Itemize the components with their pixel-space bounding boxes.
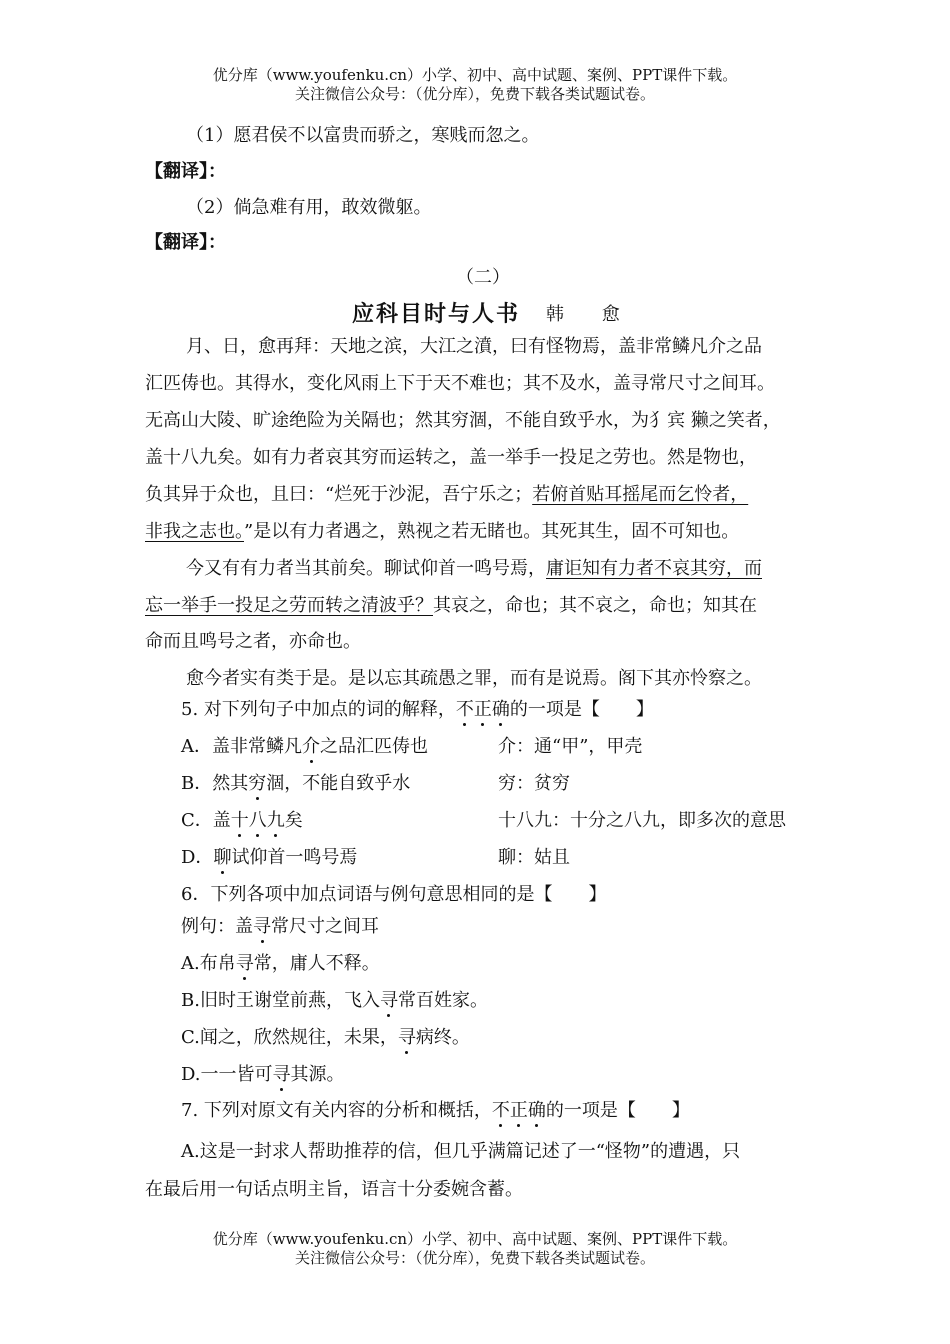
option-text: A．盖非常鳞凡 <box>181 736 302 757</box>
stem-text: 的一项是【 】 <box>509 699 654 720</box>
option-text: 常百姓家。 <box>397 990 488 1011</box>
passage-line: 无高山大陵、旷途绝险为关隔也；然其穷涸，不能自致乎水，为犭宾 獭之笑者， <box>145 410 781 431</box>
dotted-word: 穷 <box>248 773 267 794</box>
dotted-word: 寻 <box>235 953 254 974</box>
q5-option-a <box>181 735 428 759</box>
q7-option-a-line-1: A.这是一封求人帮助推荐的信，但几乎满篇记述了一“怪物”的遭遇，只 <box>181 1141 741 1162</box>
underlined-sentence: 非我之志也。 <box>145 521 244 542</box>
dotted-word: 介 <box>302 736 320 757</box>
q5-option-c <box>181 809 303 833</box>
q5-option-d-explanation: 聊：姑且 <box>498 847 570 868</box>
q5-option-d <box>181 846 357 870</box>
dotted-word: 寻 <box>397 1027 416 1048</box>
passage-line <box>145 594 757 618</box>
section-number: （二） <box>456 267 510 288</box>
translate-label-1: 【翻译】： <box>145 161 226 182</box>
passage-text: ”是以有力者遇之，熟视之若无睹也。其死其生，固不可知也。 <box>244 521 740 542</box>
question-7-stem <box>181 1099 690 1123</box>
translate-sentence-2: （2）倘急难有用，敢效微躯。 <box>186 197 432 218</box>
option-text: 例句：盖 <box>181 916 253 937</box>
option-text: 其源。 <box>290 1064 345 1085</box>
passage-line: 汇匹俦也。其得水，变化风雨上下于天不难也；其不及水，盖寻常尺寸之间耳。 <box>145 373 775 394</box>
dotted-word: 十八九 <box>230 810 285 831</box>
q6-option-a <box>181 952 380 976</box>
translate-label-2: 【翻译】： <box>145 232 226 253</box>
header-line-2: 关注微信公众号：（优分库），免费下载各类试题试卷。 <box>294 85 655 103</box>
option-text: 涸，不能自致乎水 <box>266 773 411 794</box>
passage-line <box>145 483 748 507</box>
q5-option-a-explanation: 介：通“甲”，甲壳 <box>498 736 643 757</box>
underlined-sentence: 庸讵知有力者不哀其穷，而 <box>546 558 762 579</box>
q7-option-a-line-2: 在最后用一句话点明主旨，语言十分委婉含蓄。 <box>145 1179 523 1200</box>
dotted-word: 寻 <box>253 916 271 937</box>
dotted-word: 寻 <box>379 990 398 1011</box>
underlined-sentence: 若俯首贴耳摇尾而乞怜者， <box>532 484 749 505</box>
q5-option-c-explanation: 十八九：十分之八九，即多次的意思 <box>498 810 786 831</box>
stem-text: 5. 对下列句子中加点的词的解释， <box>181 699 456 720</box>
passage-text: 其哀之，命也；其不哀之，命也；知其在 <box>433 595 757 616</box>
dotted-emphasis: 不正确 <box>491 1100 546 1121</box>
option-text: A.布帛 <box>181 953 236 974</box>
dotted-emphasis: 不正确 <box>455 699 510 720</box>
option-text: B.旧时王谢堂前燕，飞入 <box>181 990 380 1011</box>
passage-line <box>145 520 739 544</box>
underlined-sentence: 忘一举手一投足之劳而转之清波乎？ <box>145 595 433 616</box>
header-line-1: 优分库（www.youfenku.cn）小学、初中、高中试题、案例、PPT课件下载。 <box>212 66 738 84</box>
question-6-stem: 6．下列各项中加点词语与例句意思相同的是【 】 <box>181 884 607 905</box>
option-text: D.一一皆可 <box>181 1064 273 1085</box>
q5-option-b-explanation: 穷：贫穷 <box>498 773 570 794</box>
passage-author: 韩 愈 <box>546 304 636 325</box>
option-text: 之品汇匹俦也 <box>320 736 428 757</box>
question-5-stem <box>181 698 654 722</box>
option-text: B．然其 <box>181 773 249 794</box>
passage-line <box>186 557 762 581</box>
stem-text: 7. 下列对原文有关内容的分析和概括， <box>181 1100 492 1121</box>
passage-line: 月、日，愈再拜：天地之滨，大江之濆，曰有怪物焉，盖非常鳞凡介之品 <box>186 336 762 357</box>
option-text: 常尺寸之间耳 <box>271 916 379 937</box>
q6-example <box>181 915 379 939</box>
passage-text: 今又有有力者当其前矣。聊试仰首一鸣号焉， <box>186 558 546 579</box>
dotted-word: 寻 <box>272 1064 291 1085</box>
passage-line: 命而且鸣号之者，亦命也。 <box>145 631 361 652</box>
option-text: 试仰首一鸣号焉 <box>231 847 358 868</box>
q5-option-b <box>181 772 410 796</box>
passage-title: 应科目时与人书 <box>352 301 521 327</box>
option-text: D． <box>181 847 214 868</box>
passage-line: 盖十八九矣。如有力者哀其穷而运转之，盖一举手一投足之劳也。然是物也， <box>145 447 757 468</box>
option-text: C.闻之，欣然规往，未果， <box>181 1027 398 1048</box>
dotted-word: 聊 <box>213 847 232 868</box>
footer-line-1: 优分库（www.youfenku.cn）小学、初中、高中试题、案例、PPT课件下载。 <box>212 1230 738 1248</box>
footer-line-2: 关注微信公众号：（优分库），免费下载各类试题试卷。 <box>294 1249 655 1267</box>
stem-text: 的一项是【 】 <box>545 1100 690 1121</box>
translate-sentence-1: （1）愿君侯不以富贵而骄之，寒贱而忽之。 <box>186 125 540 146</box>
q6-option-d <box>181 1063 345 1087</box>
passage-line: 愈今者实有类于是。是以忘其疏愚之罪，而有是说焉。阁下其亦怜察之。 <box>186 668 762 689</box>
q6-option-c <box>181 1026 470 1050</box>
option-text: 矣 <box>284 810 303 831</box>
option-text: 常，庸人不释。 <box>253 953 380 974</box>
passage-text: 负其异于众也，且曰：“烂死于沙泥，吾宁乐之； <box>145 484 533 505</box>
q6-option-b <box>181 989 488 1013</box>
option-text: C．盖 <box>181 810 231 831</box>
option-text: 病终。 <box>415 1027 470 1048</box>
